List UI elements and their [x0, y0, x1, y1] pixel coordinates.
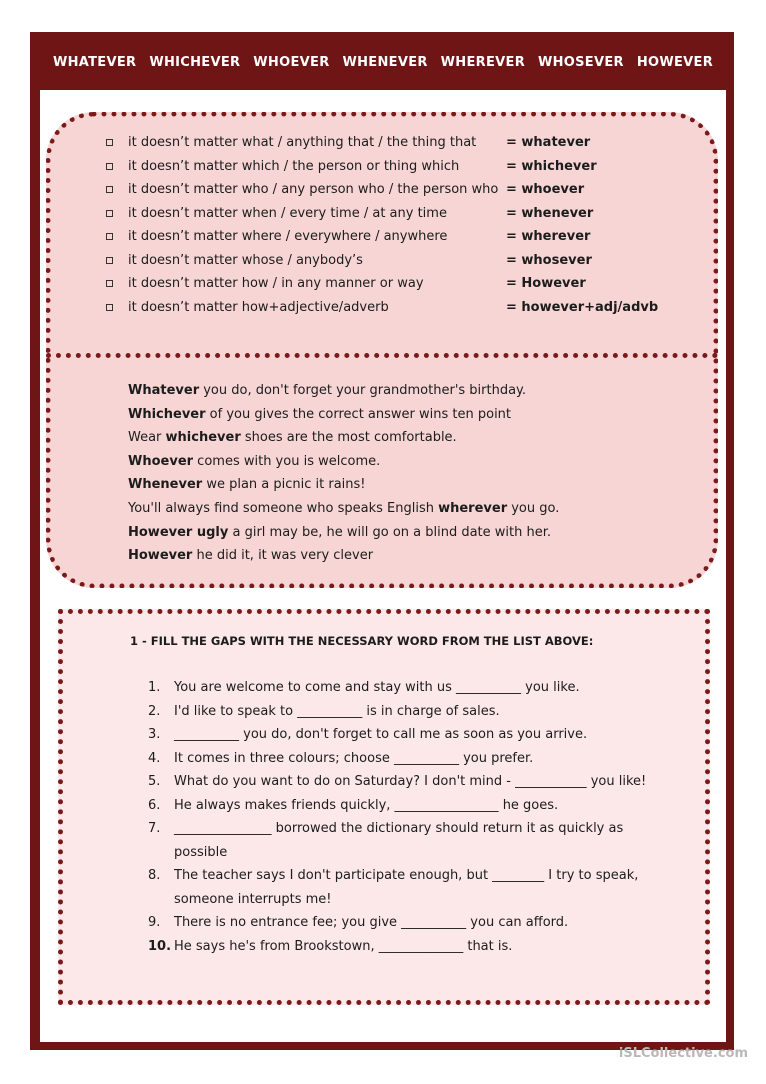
rule-equivalent: = whichever	[506, 158, 597, 174]
exercise-item	[148, 935, 646, 959]
example-sentence	[128, 429, 559, 453]
rule-equivalent: = whosever	[506, 252, 592, 268]
item-line: It comes in three colours; choose __________ you prefer.	[174, 750, 534, 766]
example-keyword: Whenever	[128, 477, 203, 493]
item-number: 1.	[148, 680, 161, 695]
example-sentence	[128, 453, 559, 477]
examples-list	[128, 382, 559, 571]
checkbox-bullet-icon	[106, 257, 113, 264]
example-post: he did it, it was very clever	[192, 548, 374, 564]
checkbox-bullet-icon	[106, 139, 113, 146]
rule-text: it doesn’t matter how / in any manner or way	[128, 276, 424, 291]
example-keyword: wherever	[438, 500, 508, 516]
item-line: You are welcome to come and stay with us __________ you like.	[174, 680, 580, 695]
exercise-item	[148, 794, 646, 818]
example-keyword: Whichever	[128, 406, 206, 422]
exercise-title: 1 - FILL THE GAPS WITH THE NECESSARY WORD FROM THE LIST ABOVE:	[130, 634, 594, 648]
header-word: WHATEVER	[52, 54, 137, 70]
example-keyword: Whatever	[128, 383, 200, 398]
example-keyword: However ugly	[128, 524, 229, 540]
rule-equivalent: = however+adj/advb	[506, 299, 659, 315]
item-number: 3.	[148, 727, 161, 742]
rule-text: it doesn’t matter what / anything that / the thing that	[128, 135, 477, 150]
example-post: of you gives the correct answer wins ten point	[205, 406, 512, 422]
rule-text: it doesn’t matter when / every time / at any time	[128, 205, 447, 221]
item-line: possible	[174, 844, 228, 860]
exercise-item	[148, 723, 646, 747]
item-line: someone interrupts me!	[174, 891, 332, 907]
exercise-item	[148, 770, 646, 794]
exercise-item	[148, 676, 646, 700]
rule-text: it doesn’t matter who / any person who / the person who	[128, 182, 499, 197]
item-number: 8.	[148, 868, 161, 883]
dotted-separator	[46, 353, 718, 358]
exercise-item	[148, 817, 646, 864]
item-line: The teacher says I don't participate enough, but ________ I try to speak,	[174, 868, 639, 883]
rule-equivalent: = whoever	[506, 182, 585, 197]
exercise-item	[148, 700, 646, 724]
rule-text: it doesn’t matter how+adjective/adverb	[128, 299, 389, 315]
rule-equivalent: = whenever	[506, 205, 594, 221]
item-number: 4.	[148, 750, 161, 766]
item-line: There is no entrance fee; you give __________ you can afford.	[174, 915, 569, 930]
example-sentence	[128, 476, 559, 500]
header-word: WHEREVER	[440, 54, 525, 70]
example-keyword: Whoever	[128, 453, 194, 469]
example-pre: You'll always find someone who speaks English	[128, 500, 439, 516]
example-sentence	[128, 547, 559, 571]
rule-text: it doesn’t matter where / everywhere / anywhere	[128, 229, 448, 244]
header-word: HOWEVER	[636, 54, 714, 70]
example-post: we plan a picnic it rains!	[202, 477, 366, 493]
header-word: WHOEVER	[253, 54, 330, 70]
item-number: 7.	[148, 821, 161, 836]
example-keyword: However	[128, 548, 193, 564]
example-sentence	[128, 382, 559, 406]
example-keyword: whichever	[165, 430, 241, 446]
exercise-items	[148, 676, 646, 958]
item-number: 6.	[148, 797, 161, 813]
checkbox-bullet-icon	[106, 186, 113, 193]
rule-equivalent: = whatever	[506, 135, 591, 150]
item-line: He always makes friends quickly, ________________ he goes.	[174, 797, 559, 813]
checkbox-bullet-icon	[106, 210, 113, 217]
example-sentence	[128, 406, 559, 430]
rule-equivalent: = However	[506, 276, 586, 291]
item-line: _______________ borrowed the dictionary should return it as quickly as	[174, 821, 624, 836]
exercise-item	[148, 911, 646, 935]
item-number: 5.	[148, 774, 161, 789]
header-word: WHENEVER	[342, 54, 428, 70]
header-word: WHICHEVER	[149, 54, 241, 70]
exercise-item	[148, 747, 646, 771]
exercise-item	[148, 864, 646, 911]
example-post: comes with you is welcome.	[193, 453, 381, 469]
rule-text: it doesn’t matter whose / anybody’s	[128, 252, 363, 268]
item-line: What do you want to do on Saturday? I don't mind - ___________ you like!	[174, 774, 647, 789]
item-line: I'd like to speak to __________ is in charge of sales.	[174, 703, 500, 719]
watermark: iSLCollective.com	[618, 1046, 748, 1061]
checkbox-bullet-icon	[106, 304, 113, 311]
example-post: shoes are the most comfortable.	[240, 430, 457, 446]
item-number: 2.	[148, 703, 161, 719]
example-post: a girl may be, he will go on a blind date with her.	[228, 524, 552, 540]
example-sentence	[128, 500, 559, 524]
item-number: 10.	[148, 938, 172, 954]
example-post: you do, don't forget your grandmother's birthday.	[199, 383, 527, 398]
checkbox-bullet-icon	[106, 233, 113, 240]
rule-text: it doesn’t matter which / the person or thing which	[128, 158, 460, 174]
item-line: __________ you do, don't forget to call me as soon as you arrive.	[174, 727, 588, 742]
header-word: WHOSEVER	[537, 54, 624, 70]
rule-equivalent: = wherever	[506, 229, 591, 244]
item-line: He says he's from Brookstown, _____________ that is.	[174, 938, 513, 954]
example-pre: Wear	[128, 430, 166, 446]
header-bar	[40, 40, 726, 84]
example-sentence	[128, 524, 559, 548]
example-post: you go.	[507, 500, 560, 516]
item-number: 9.	[148, 915, 161, 930]
checkbox-bullet-icon	[106, 280, 113, 287]
checkbox-bullet-icon	[106, 163, 113, 170]
